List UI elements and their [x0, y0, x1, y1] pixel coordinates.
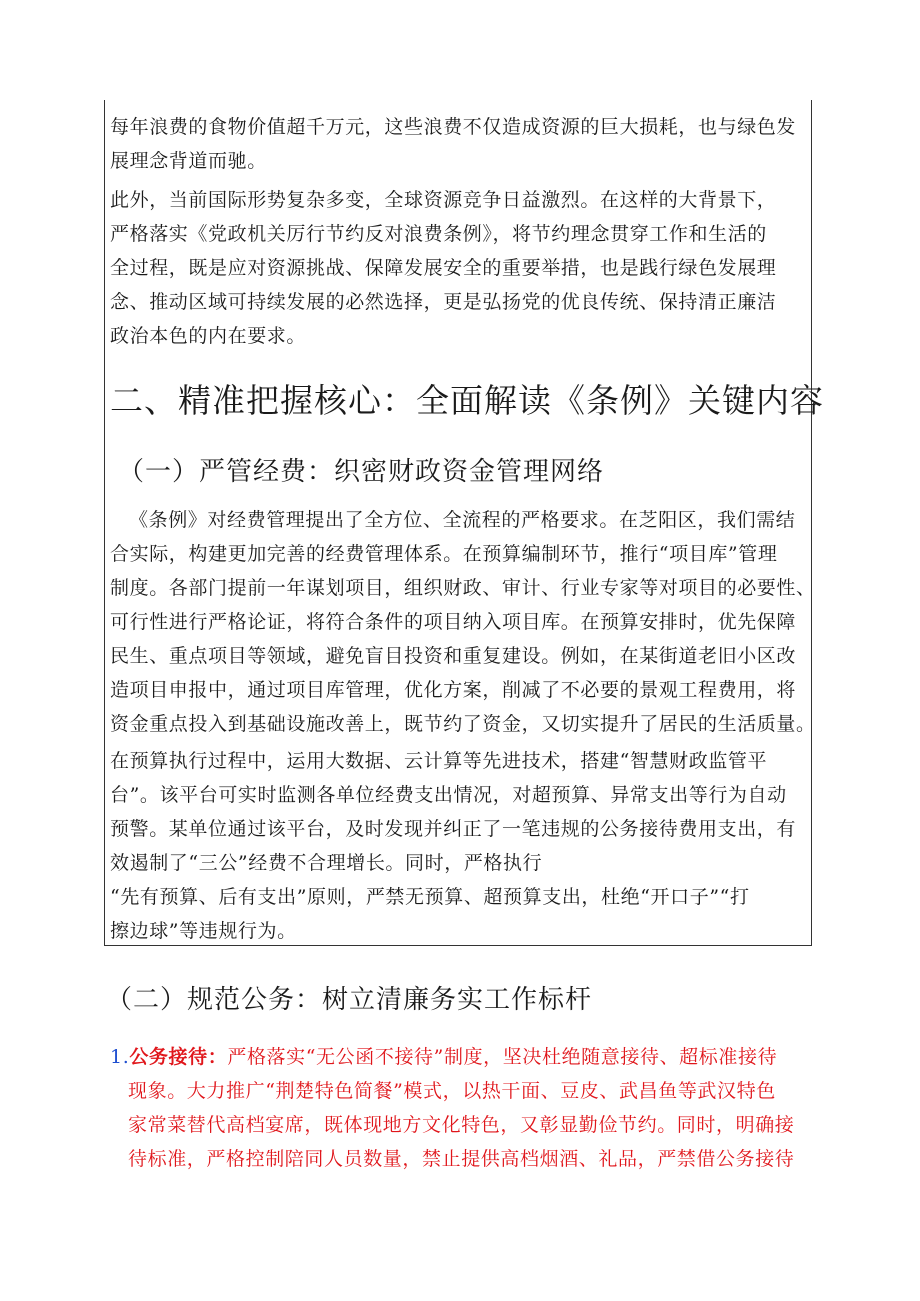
text-line: 每年浪费的食物价值超千万元，这些浪费不仅造成资源的巨大损耗，也与绿色发 — [110, 116, 797, 138]
text-line: 民生、重点项目等领域，避免盲目投资和重复建设。例如，在某街道老旧小区改 — [110, 645, 797, 667]
text-line: 此外，当前国际形势复杂多变，全球资源竞争日益激烈。在这样的大背景下， — [110, 189, 777, 211]
text-line: 《条例》对经费管理提出了全方位、全流程的严格要求。在芝阳区，我们需结 — [129, 509, 796, 531]
item-text: 严格落实“无公函不接待”制度，坚决杜绝随意接待、超标准接待 — [227, 1046, 778, 1068]
subsection-heading-2: （二）规范公务：树立清廉务实工作标杆 — [106, 985, 593, 1015]
paragraph-fund-management — [110, 503, 816, 741]
text-line: 预警。某单位通过该平台，及时发现并纠正了一笔违规的公务接待费用支出，有 — [110, 818, 797, 840]
list-item-official-reception — [110, 1040, 810, 1176]
list-number: 1. — [110, 1046, 130, 1068]
text-line — [110, 1040, 810, 1074]
paragraph-food-waste — [110, 110, 810, 178]
text-line: 造项目申报中，通过项目库管理，优化方案，削减了不必要的景观工程费用，将 — [110, 679, 797, 701]
subsection-heading-1: （一）严管经费：织密财政资金管理网络 — [118, 457, 605, 487]
text-line: 制度。各部门提前一年谋划项目，组织财政、审计、行业专家等对项目的必要性、 — [110, 577, 816, 599]
text-line: 严格落实《党政机关厉行节约反对浪费条例》，将节约理念贯穿工作和生活的 — [110, 223, 767, 245]
text-line: 待标准，严格控制陪同人员数量，禁止提供高档烟酒、礼品，严禁借公务接待 — [128, 1148, 795, 1170]
text-line: 资金重点投入到基础设施改善上，既节约了资金，又切实提升了居民的生活质量。 — [110, 713, 816, 735]
text-line: “先有预算、后有支出”原则，严禁无预算、超预算支出，杜绝“开口子”“打 — [110, 886, 750, 908]
text-line: 在预算执行过程中，运用大数据、云计算等先进技术，搭建“智慧财政监管平 — [110, 750, 768, 772]
paragraph-budget-execution — [110, 744, 810, 948]
text-line: 现象。大力推广“荆楚特色简餐”模式，以热干面、豆皮、武昌鱼等武汉特色 — [128, 1080, 776, 1102]
text-line: 家常菜替代高档宴席，既体现地方文化特色，又彰显勤俭节约。同时，明确接 — [128, 1114, 795, 1136]
item-label: 公务接待： — [129, 1046, 228, 1068]
text-line: 可行性进行严格论证，将符合条件的项目纳入项目库。在预算安排时，优先保障 — [110, 611, 797, 633]
text-line: 效遏制了“三公”经费不合理增长。同时，严格执行 — [110, 852, 543, 874]
section-heading-2: 二、精准把握核心：全面解读《条例》关键内容 — [110, 381, 824, 420]
text-line: 合实际，构建更加完善的经费管理体系。在预算编制环节，推行“项目库”管理 — [110, 543, 778, 565]
text-line: 展理念背道而驰。 — [110, 150, 267, 172]
text-line: 全过程，既是应对资源挑战、保障发展安全的重要举措，也是践行绿色发展理 — [110, 257, 777, 279]
text-line: 政治本色的内在要求。 — [110, 325, 307, 347]
paragraph-background — [110, 183, 810, 353]
text-line: 台”。该平台可实时监测各单位经费支出情况，对超预算、异常支出等行为自动 — [110, 784, 787, 806]
text-line: 擦边球”等违规行为。 — [110, 920, 297, 942]
text-line: 念、推动区域可持续发展的必然选择，更是弘扬党的优良传统、保持清正廉洁 — [110, 291, 777, 313]
